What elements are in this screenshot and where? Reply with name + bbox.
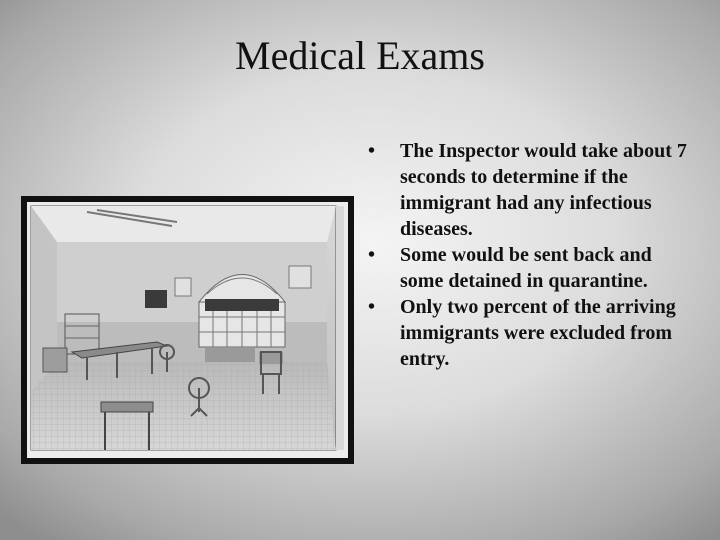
bullet-list	[368, 138, 698, 372]
slide-title: Medical Exams	[235, 33, 485, 78]
bullet-marker: •	[368, 140, 376, 162]
bullet-text: Some would be sent back and some detained in quarantine.	[400, 244, 652, 292]
bullet-marker: •	[368, 244, 376, 266]
bullet-item	[368, 294, 698, 372]
medical-exam-room-photo	[21, 196, 354, 464]
bullet-text: The Inspector would take about 7 seconds to determine if the immigrant had any infectious diseases.	[400, 140, 687, 240]
bullet-item	[368, 138, 698, 242]
bullet-text: Only two percent of the arriving immigrants were excluded from entry.	[400, 296, 676, 370]
bullet-marker: •	[368, 296, 376, 318]
bullet-item	[368, 242, 698, 294]
